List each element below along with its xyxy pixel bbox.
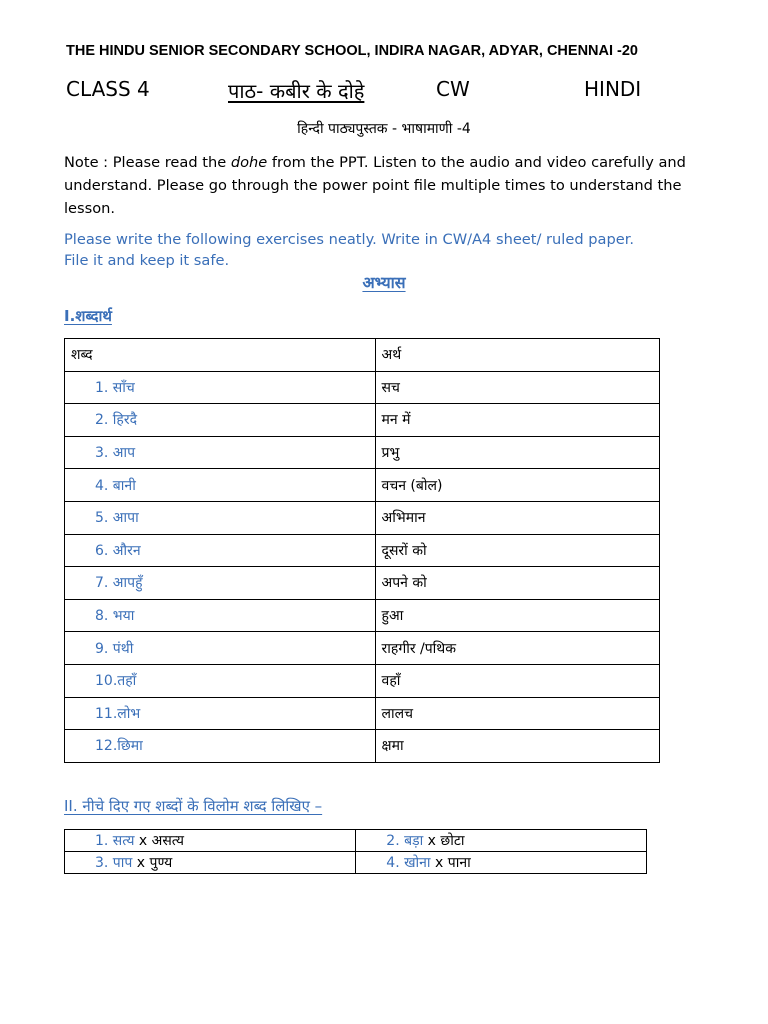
word-cell: 7. आपहुँ xyxy=(65,567,376,600)
table-row xyxy=(65,404,660,437)
word-cell: 1. साँच xyxy=(65,371,376,404)
note-prefix: Note : Please read the xyxy=(64,154,231,171)
word-cell: 8. भया xyxy=(65,599,376,632)
table-row xyxy=(65,632,660,665)
antonym-answer: x छोटा xyxy=(423,833,465,849)
meaning-cell: वहाँ xyxy=(375,664,659,697)
header-word: शब्द xyxy=(65,339,376,372)
antonym-word: 1. सत्य xyxy=(95,833,135,849)
note-paragraph xyxy=(64,151,704,220)
meaning-cell: अभिमान xyxy=(375,501,659,534)
word-cell: 6. औरन xyxy=(65,534,376,567)
instruction-line-2: File it and keep it safe. xyxy=(64,252,230,269)
meaning-cell: वचन (बोल) xyxy=(375,469,659,502)
subject-label: HINDI xyxy=(584,77,642,101)
note-suffix: from the PPT. Listen to the audio and video carefully and understand. Please go through the power point file multiple times to understand the lesson. xyxy=(64,154,686,217)
table-row xyxy=(65,501,660,534)
lesson-title: पाठ- कबीर के दोहे xyxy=(228,79,365,103)
antonym-cell xyxy=(65,830,356,852)
school-name: THE HINDU SENIOR SECONDARY SCHOOL, INDIRA NAGAR, ADYAR, CHENNAI -20 xyxy=(66,43,638,59)
table-row xyxy=(65,730,660,763)
antonym-word: 3. पाप xyxy=(95,855,133,871)
word-cell: 3. आप xyxy=(65,436,376,469)
meaning-cell: राहगीर /पथिक xyxy=(375,632,659,665)
antonym-answer: x असत्य xyxy=(134,833,184,849)
meaning-cell: अपने को xyxy=(375,567,659,600)
antonym-table xyxy=(64,829,647,874)
table-row xyxy=(65,469,660,502)
note-emphasis: dohe xyxy=(230,154,268,171)
section-2-title: II. नीचे दिए गए शब्दों के विलोम शब्द लिखिए – xyxy=(64,797,323,815)
word-cell: 11.लोभ xyxy=(65,697,376,730)
word-meaning-table xyxy=(64,338,660,763)
table-header-row xyxy=(65,339,660,372)
table-row xyxy=(65,664,660,697)
antonym-cell xyxy=(356,830,647,852)
table-row xyxy=(65,852,647,874)
meaning-cell: प्रभु xyxy=(375,436,659,469)
meaning-cell: दूसरों को xyxy=(375,534,659,567)
work-type: CW xyxy=(436,77,470,101)
word-cell: 4. बानी xyxy=(65,469,376,502)
table-row xyxy=(65,436,660,469)
textbook-title: हिन्दी पाठ्यपुस्तक - भाषामाणी -4 xyxy=(297,121,471,137)
table-row xyxy=(65,697,660,730)
class-label: CLASS 4 xyxy=(66,77,150,101)
antonym-word: 2. बड़ा xyxy=(386,833,424,849)
instruction-line-1: Please write the following exercises neatly. Write in CW/A4 sheet/ ruled paper. xyxy=(64,231,634,248)
header-meaning: अर्थ xyxy=(375,339,659,372)
table-row xyxy=(65,599,660,632)
table-row xyxy=(65,371,660,404)
word-cell: 2. हिरदै xyxy=(65,404,376,437)
antonym-cell xyxy=(356,852,647,874)
meaning-cell: मन में xyxy=(375,404,659,437)
meaning-cell: लालच xyxy=(375,697,659,730)
word-cell: 5. आपा xyxy=(65,501,376,534)
antonym-cell xyxy=(65,852,356,874)
meaning-cell: हुआ xyxy=(375,599,659,632)
meaning-cell: सच xyxy=(375,371,659,404)
antonym-answer: x पाना xyxy=(430,855,471,871)
antonym-answer: x पुण्य xyxy=(132,855,173,871)
word-cell: 9. पंथी xyxy=(65,632,376,665)
meaning-cell: क्षमा xyxy=(375,730,659,763)
word-cell: 12.छिमा xyxy=(65,730,376,763)
table-row xyxy=(65,534,660,567)
table-row xyxy=(65,830,647,852)
exercise-heading: अभ्यास xyxy=(362,273,406,292)
instruction-block xyxy=(64,229,704,271)
antonym-word: 4. खोना xyxy=(386,855,431,871)
section-1-title: I.शब्दार्थ xyxy=(64,307,112,325)
word-cell: 10.तहाँ xyxy=(65,664,376,697)
table-row xyxy=(65,567,660,600)
